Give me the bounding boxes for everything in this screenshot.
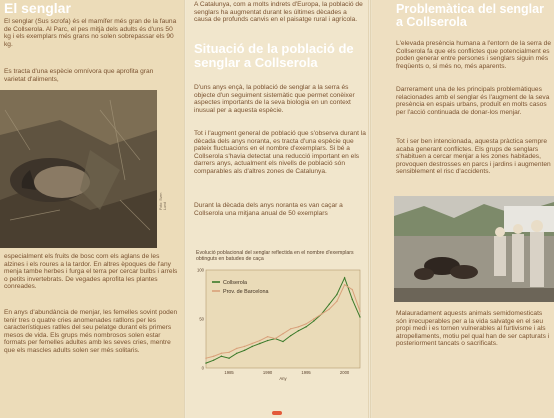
x-tick-label: 1990 (262, 370, 273, 375)
y-tick-label: 100 (197, 267, 204, 273)
series-point-0 (228, 358, 229, 359)
series-point-1 (344, 284, 345, 285)
chart-x-axis-label: Any (279, 376, 287, 381)
series-point-1 (305, 323, 306, 324)
series-point-0 (336, 294, 337, 295)
panel3-para1: L'elevada presència humana a l'entorn de la serra de Collserola fa que els conflictes que potencialment es poden generar entre persones i senglars siguin més freqüents o, si més no, més aparents. (396, 40, 552, 70)
fold-line-2 (368, 0, 371, 418)
series-point-1 (336, 301, 337, 302)
series-point-0 (221, 356, 222, 357)
series-point-1 (275, 338, 276, 339)
series-point-1 (228, 352, 229, 353)
series-point-1 (321, 313, 322, 314)
series-point-1 (252, 343, 253, 344)
series-point-1 (282, 333, 283, 334)
series-point-0 (282, 341, 283, 342)
x-tick-label: 1995 (301, 370, 311, 375)
panel1-food: especialment els fruits de bosc com els aglans de les alzines i els roures a la tardor. En altres èpoques de l'any menja tambe herbes i furga el terra per cercar bulbs i arrels o petits invertebrats. De vegades aprofita les plantes conreades. (4, 253, 178, 291)
boar-photo (0, 90, 157, 248)
panel1-breeding: En anys d'abundància de menjar, les femelles sovint poden tenir tres o quatre cries anomenades ratllons per les característiques ratlles del seu pelatge durant els primers mesos de vida. Els grups més nombrosos solen estar formats per femelles adultes amb les seves cries, mentre que els mascles adults solen ser més solitaris. (4, 309, 178, 354)
panel-problematica (372, 0, 554, 418)
series-point-0 (305, 326, 306, 327)
x-tick-label: 2000 (339, 370, 350, 375)
panel1-omnivore: Es tracta d'una espècie omnívora que aprofita gran varietat d'aliments, (4, 68, 154, 83)
series-point-0 (259, 343, 260, 344)
panel2-para3: Durant la dècada dels anys noranta es van caçar a Collserola una mitjana anual de 50 exemplars (194, 202, 343, 217)
panel3-para4: Malauradament aquests animals semidomesticats són irrecuperables per a la vida salvatge en el seu propi medi i es tornen vulnerables al furtivisme i als atropellaments, motiu pel qual han de ser capturats i posteriorment tancats o sacrificats. (396, 310, 550, 348)
footer-logo-icon (272, 411, 282, 415)
series-point-1 (236, 348, 237, 349)
series-point-0 (298, 330, 299, 331)
series-point-1 (329, 309, 330, 310)
y-tick-label: 50 (199, 316, 204, 322)
series-point-1 (352, 289, 353, 290)
series-point-0 (267, 340, 268, 341)
series-point-1 (313, 318, 314, 319)
series-point-0 (236, 353, 237, 354)
panel2-top: A Catalunya, com a molts indrets d'Europa, la població de senglars ha augmentat durant les últimes dècades a causa de profunds canvis en el paisatge rural i agrícola. (194, 1, 363, 24)
panel3-para3: Tot i ser ben intencionada, aquesta pràctica sempre acaba generant conflictes. Els grups de senglars s'habituen a cercar menjar a les zones habitades, provoquen destrosses en parcs i jardins i augmenten sensiblement el risc d'accidents. (396, 138, 551, 176)
series-point-0 (329, 304, 330, 305)
panel1-intro: El senglar (Sus scrofa) és el mamífer més gran de la fauna de Collserola. Al Parc, el pes mitjà dels adults és d'uns 50 kg i els exemplars més grans no solen sobrepassar els 90 kg. (4, 18, 177, 48)
panel-situacio (186, 0, 368, 418)
series-point-0 (313, 320, 314, 321)
series-point-1 (290, 328, 291, 329)
series-point-1 (359, 310, 360, 311)
chart-title: Evolució poblacional del senglar reflectida en el nombre d'exemplars obtinguts en batudes de caça (196, 250, 354, 262)
series-point-0 (359, 316, 360, 317)
legend-label: Prov. de Barcelona (223, 289, 269, 295)
series-point-1 (259, 340, 260, 341)
panel3-title: Problemàtica del senglar a Collserola (396, 2, 544, 29)
series-point-0 (344, 277, 345, 278)
panel2-title: Situació de la població de senglar a Collserola (194, 41, 354, 70)
series-point-1 (244, 346, 245, 347)
series-point-1 (298, 326, 299, 327)
population-chart (186, 264, 368, 384)
series-point-1 (205, 358, 206, 359)
photo-credit: Foto: Sven Lund (159, 192, 167, 210)
x-tick-label: 1985 (224, 370, 234, 375)
panel1-title: El senglar (4, 0, 71, 16)
panel2-para1: D'uns anys ençà, la població de senglar a la serra és objecte d'un seguiment sistemàtic que permet conèixer aspectes importants de la seva biologia en un context inusual per a aquesta espècie. (194, 84, 355, 114)
y-tick-label: 0 (201, 365, 204, 371)
series-point-0 (213, 359, 214, 360)
series-point-0 (290, 335, 291, 336)
series-point-0 (244, 350, 245, 351)
series-point-0 (205, 362, 206, 363)
legend-label: Collserola (223, 280, 247, 286)
panel2-para2: Tot i l'augment general de població que s'observa durant la dècada dels anys noranta, es tracta d'una espècie que pateix fluctuacions en el nombre d'exemplars. Si bé a Collserola s'havia detectat una reducció important en els darrers anys, actualment els nivells de població són comparables als d'altres zones de Catalunya. (194, 130, 366, 175)
series-point-0 (352, 299, 353, 300)
series-point-1 (267, 336, 268, 337)
panel-el-senglar (0, 0, 184, 418)
urban-boar-photo (394, 196, 554, 302)
series-point-1 (221, 353, 222, 354)
series-point-0 (252, 346, 253, 347)
panel3-para2: Darrerament una de les principals problemàtiques relacionades amb el senglar és l'augment de la seva presència en espais urbans, produït en molts casos per l'acció continuada de donar-los menjar. (396, 86, 550, 116)
series-point-1 (213, 356, 214, 357)
